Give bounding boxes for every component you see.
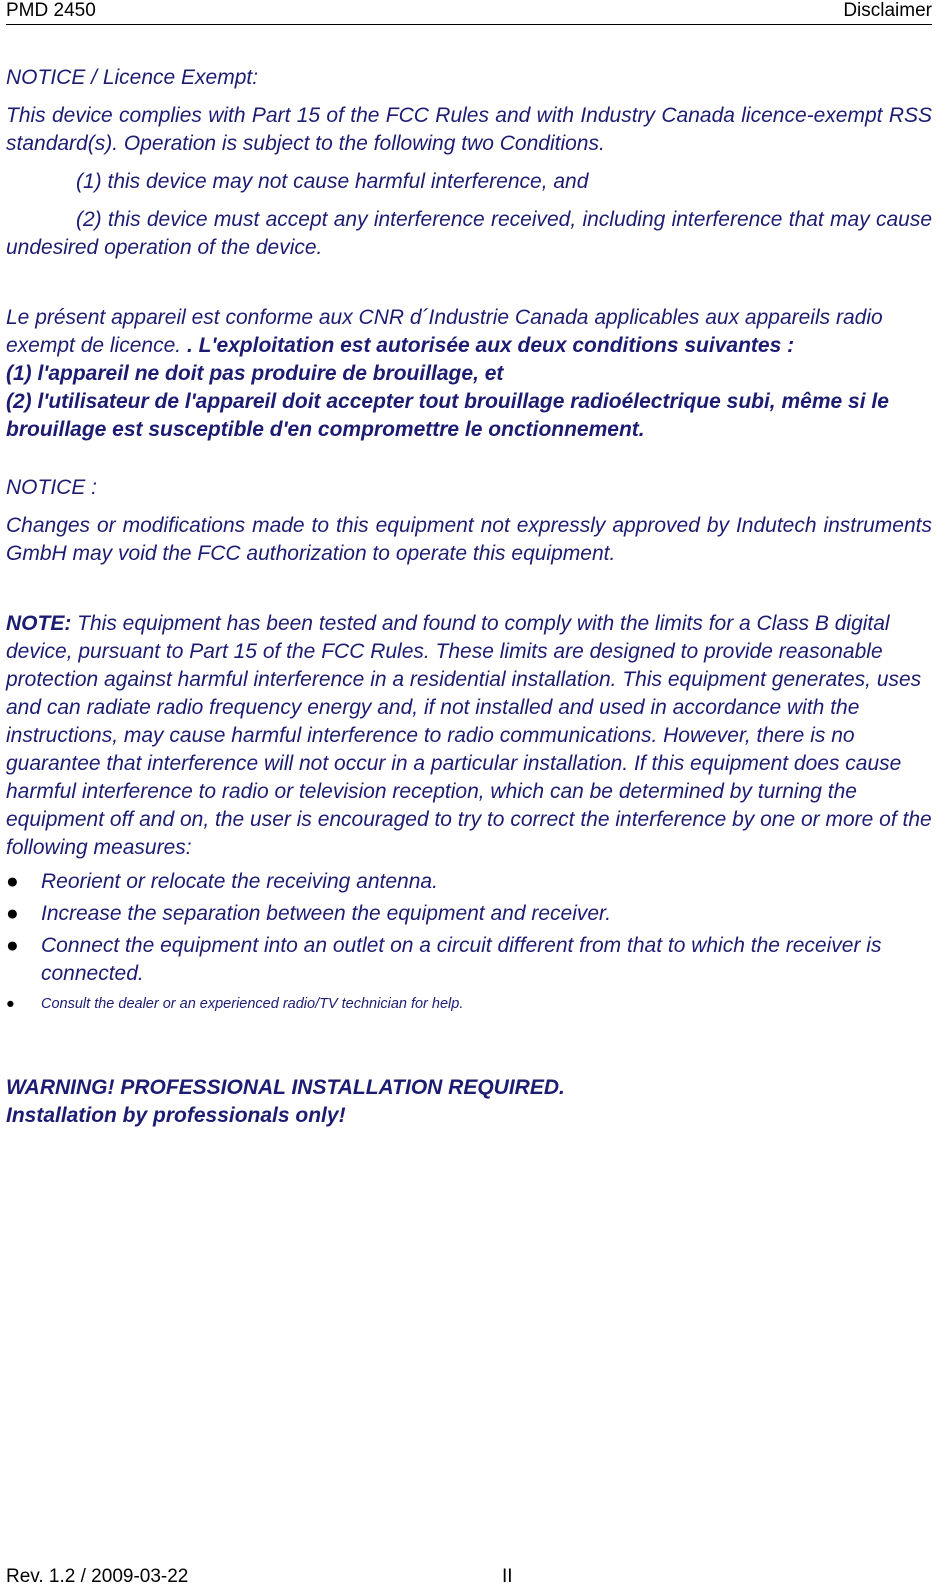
- notice-changes-body: Changes or modifications made to this equipment not expressly approved by Indutech instruments GmbH may void the FCC authorization to operate this equipment.: [6, 514, 932, 565]
- notice-licence-title: NOTICE / Licence Exempt:: [6, 66, 259, 89]
- warning-heading: WARNING! PROFESSIONAL INSTALLATION REQUIRED.: [6, 1076, 565, 1099]
- condition-2: (2) this device must accept any interference received, including interference that may cause undesired operation of the device.: [6, 208, 932, 259]
- french-notice: [6, 304, 932, 444]
- bullet-icon: ●: [6, 870, 19, 893]
- french-condition-1: (1) l'appareil ne doit pas produire de brouillage, et: [6, 362, 504, 385]
- note-body: This equipment has been tested and found to comply with the limits for a Class B digital device, pursuant to Part 15 of the FCC Rules. These limits are designed to provide reasonable protection against harmful interference in a residential installation. This equipment generates, uses and can radiate radio frequency energy and, if not installed and used in accordance with the instructions, may cause harmful interference to radio communications. However, there is no guarantee that interference will not occur in a particular installation. If this equipment does cause harmful interference to radio or television reception, which can be determined by turning the equipment off and on, the user is encouraged to try to correct the interference by one or more of the following measures:: [6, 612, 932, 859]
- list-item: ● Consult the dealer or an experienced radio/TV technician for help.: [6, 992, 932, 1016]
- section-title: Disclaimer: [843, 0, 932, 21]
- list-item: ● Connect the equipment into an outlet on a circuit different from that to which the receiver is connected.: [6, 934, 882, 985]
- bullet-icon: ●: [6, 934, 19, 957]
- notice-changes-title: NOTICE :: [6, 476, 98, 499]
- page-number: II: [502, 1566, 513, 1587]
- page-content: [6, 64, 932, 1130]
- bullet-icon: ●: [6, 996, 15, 1012]
- french-intro: Le présent appareil est conforme aux CNR d´Industrie Canada applicables aux appareils radio exempt de licence.: [6, 306, 883, 357]
- condition-1: (1) this device may not cause harmful interference, and: [76, 170, 589, 193]
- fcc-note: [6, 610, 932, 862]
- list-item: ● Reorient or relocate the receiving antenna.: [6, 868, 932, 896]
- note-label: NOTE:: [6, 612, 72, 635]
- document-title: PMD 2450: [6, 0, 96, 21]
- notice-licence-body: This device complies with Part 15 of the FCC Rules and with Industry Canada licence-exempt RSS standard(s). Operation is subject to the following two Conditions.: [6, 104, 932, 155]
- french-condition-2: (2) l'utilisateur de l'appareil doit accepter tout brouillage radioélectrique subi, même si le brouillage est susceptible d'en compromettre le onctionnement.: [6, 390, 889, 441]
- french-conditions-heading: . L'exploitation est autorisée aux deux conditions suivantes :: [186, 334, 795, 357]
- measures-list: [6, 868, 932, 1016]
- page-header: [6, 0, 932, 25]
- bullet-icon: ●: [6, 902, 19, 925]
- french-paragraph: [6, 304, 932, 360]
- revision-info: Rev. 1.2 / 2009-03-22: [6, 1566, 189, 1587]
- list-item: ● Increase the separation between the equipment and receiver.: [6, 900, 932, 928]
- warning-subheading: Installation by professionals only!: [6, 1104, 346, 1127]
